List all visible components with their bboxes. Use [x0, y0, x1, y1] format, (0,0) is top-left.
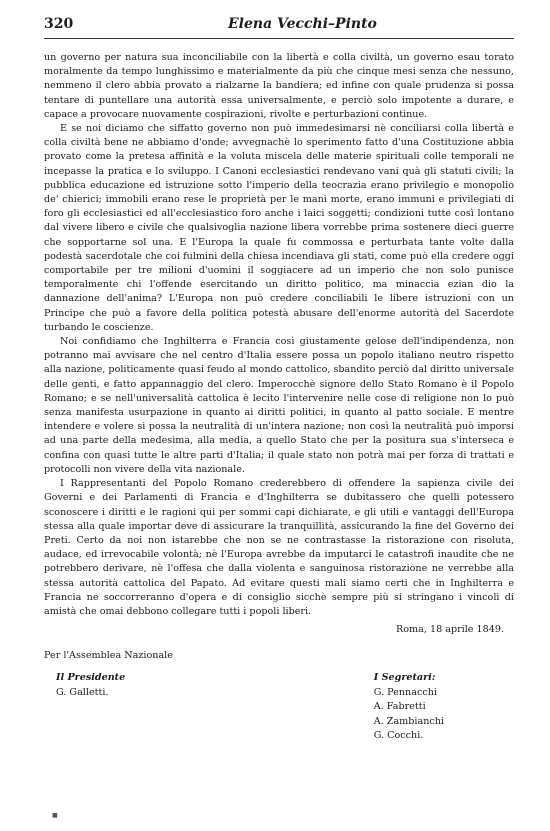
paragraph-text: E se noi diciamo che siffatto governo non può immedesimarsi nè conciliarsi colla libertà e colla civiltà bene ne abbiamo d'onde; avvegnachè lo sperimento fatto d'una Costituzione abbia provato come la pretesa affinità e la voluta miscela delle materie spirituali colle temporali ne incepasse la pratica e lo sviluppo. I Canoni ecclesiastici rendevano vani quà gli statuti civili; la pubblica educazione ed istruzione sotto l'imperio della teocrazia erano privilegio e monopolio de' chierici; immobili erano rese le proprietà per le mani morte, erano immuni e privilegiati di foro gli ecclesiastici ed all'ecclesiastico foro anche i laici soggetti; condizioni tutte così lontano dal vivere libero e civile che qualsivoglia nazione libera vorrebbe prima sostenere dieci guerre che sopportarne sol una. E l'Europa la quale fu commossa e perturbata tante volte dalla podestà sacerdotale che coi fulmini della chiesa incendiava gli stati, come può ella credere oggi comportabile per tre milioni d'uomini il soggiacere ad un imperio che non solo punisce temporalmente chi l'offende esercitando un diritto politico, ma minaccia ezian dio la dannazione dell'anima? L'Europa non può credere conciliabili le libere istruzioni con un Principe che può a favore della politica potestà abusare dell'enorme autorità del Sacerdote turbando le coscienze.: [44, 123, 514, 333]
running-header: [44, 16, 514, 39]
paragraph: [44, 122, 514, 335]
secretary-name: G. Cocchi.: [373, 730, 424, 742]
signature-block: [44, 671, 514, 744]
secretaries-title: I Segretari:: [373, 672, 436, 684]
paragraph: [44, 477, 514, 619]
paragraph-text: I Rappresentanti del Popolo Romano crederebbero di offendere la sapienza civile dei Governi e dei Parlamenti di Francia e d'Inghilterra se dubitassero che quelli potessero sconoscere i diritti e le ragioni qui per sommi capi dichiarate, e gli utili e vantaggi dell'Europa stessa alla quale importar deve di assicurare la tranquillità, assicurando la fine del Governo dei Preti. Certo da noi non istarebbe che non se ne contrastasse la ristorazione con risoluta, audace, ed irrevocabile volontà; nè l'Europa avrebbe da imputarci le catastrofi inaudite che ne potrebbero derivare, nè l'offesa che dalla violenta e sanguinosa ristorazione ne verrebbe alla stessa autorità cattolica del Papato. Ad evitare questi mali siamo certi che in Inghilterra e Francia ne soccorreranno d'opera e di consiglio sicchè sempre più si stringano i vincoli di amistà che omai debbono collegare tutti i popoli liberi.: [44, 478, 514, 617]
paragraph-text: un governo per natura sua inconciliabile con la libertà e colla civiltà, un governo esau torato moralmente da tempo lunghissimo e materialmente da più che cinque mesi senza che nessuno, nemmeno il clero abbia provato a rialzarne la bandiera; ed infine con quale prudenza si possa tentare di puntellare una autorità essa universalmente, e perciò solo impotente a durare, e capace a provocare nuovamente cospirazioni, rivolte e perturbazioni continue.: [44, 52, 514, 120]
president-name: G. Galletti.: [56, 686, 109, 698]
secretary-name: G. Pennacchi: [373, 686, 437, 698]
paragraph-text: Noi confidiamo che Inghilterra e Francia così giustamente gelose dell'indipendenza, non potranno mai avvisare che nel centro d'Italia essere possa un popolo italiano neutro rispetto alla nazione, politicamente quasi feudo al mondo cattolico, sbandito perciò dal diritto universale delle genti, e fatto appannaggio del clero. Imperocchè signore dello Stato Romano è il Popolo Romano; e se nell'universalità cattolica è lecito l'intervenire nelle cose di religione non lo può senza manifesta usurpazione in quanto ai diritti politici, in quanto al patto sociale. E mentre intendere e volere si possa la neutralità di un'intera nazione; non così la neutralità può imporsi ad una parte della medesima, alla media, a quello Stato che per la positura sua s'interseca e confina con quasi tutte le altre parti d'Italia; il quale stato non potrà mai per forza di trattati e protocolli non vivere della vita nazionale.: [44, 336, 514, 475]
paragraph: [44, 335, 514, 477]
president-title: Il Presidente: [56, 672, 126, 684]
paragraph-continuation: [44, 51, 514, 122]
date-place: Roma, 18 aprile 1849.: [396, 624, 504, 636]
body-text: [44, 51, 514, 619]
assembly-line: Per l'Assemblea Nazionale: [44, 650, 173, 662]
secretaries-list: [374, 686, 444, 744]
secretary-name: A. Zambianchi: [373, 715, 444, 727]
secretary-name: A. Fabretti: [373, 701, 426, 713]
page-number: 320: [44, 16, 74, 32]
print-mark: ■: [52, 812, 58, 819]
running-title: Elena Vecchi–Pinto: [228, 16, 377, 32]
president-block: [44, 671, 125, 744]
secretaries-block: [374, 671, 514, 744]
